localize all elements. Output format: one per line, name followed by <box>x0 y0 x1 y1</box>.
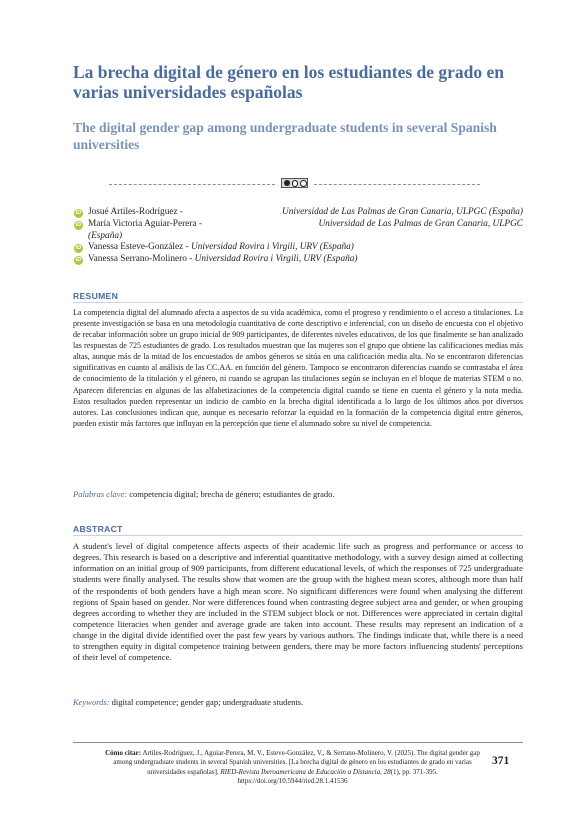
article-title-english: The digital gender gap among undergraduate students in several Spanish universities <box>73 120 497 152</box>
citation-journal: RIED-Revista Iberoamericana de Educación a Distancia, 28 <box>220 767 391 776</box>
author-name: Vanessa Serrano-Molinero - <box>88 254 195 265</box>
orcid-icon[interactable]: iD <box>75 257 82 264</box>
abstract-heading: ABSTRACT <box>73 524 123 534</box>
abstract-keywords <box>73 697 523 708</box>
creative-commons-license-icon[interactable] <box>281 178 308 188</box>
resumen-keywords <box>73 489 523 500</box>
resumen-text: La competencia digital del alumnado afecta a aspectos de su vida académica, como el progreso y rendimiento o el acceso a titulaciones. La presente investigación se basa en una metodología cuantitativa de corte descriptivo e inferencial, con un diseño de encuesta con el objetivo de recabar información sobre un grupo inicial de 909 participantes, de diferentes niveles educativos, de los que finalmente se han analizado las respuestas de 725 estudiantes de grado. Los resultados muestran que las mujeres son el grupo que obtiene las calificaciones medias más altas, aunque más de la mitad de los encuestados de ambos géneros se sitúa en una calificación media alta. No se encontraron diferencias significativas en cuanto al análisis de las CC.AA. en función del género. Tampoco se encontraron diferencias cuando se contrastaba el área de conocimiento de la titulación y el género, ni cuando se agrupan las titulaciones según se incluyan en el bloque de materias STEM o no. Aparecen diferencias en algunas de las alfabetizaciones de la competencia digital cuando se tiene en cuenta el género y la nota media. Estos resultados pueden representar un indicio de cambio en la brecha digital identificada a lo largo de los últimos años por diversos autores. Las conclusiones indican que, aunque es necesario reforzar la equidad en la formación de la competencia digital entre géneros, pueden existir más factores que influyan en la percepción que tiene el alumnado sobre su nivel de competencia. <box>73 308 523 428</box>
author-affiliation: Universidad Rovira i Virgili, URV (España) <box>194 254 358 265</box>
resumen-heading: RESUMEN <box>73 291 119 301</box>
title-divider-right <box>314 184 480 185</box>
citation-doi[interactable]: (1), pp. 371-395. https://doi.org/10.5944/ried.28.1.41536 <box>237 767 438 786</box>
author-name: Vanessa Esteve-González - <box>88 242 191 253</box>
orcid-icon[interactable]: iD <box>75 245 82 252</box>
keywords-list: digital competence; gender gap; undergraduate students. <box>109 697 304 707</box>
article-title-spanish: La brecha digital de género en los estudiantes de grado en varias universidades españolas <box>73 62 505 102</box>
abstract-text: A student's level of digital competence affects aspects of their academic life such as progress and performance or access to degrees. This research is based on a descriptive and inferential quantitative methodology, with a survey design aimed at collecting information on an initial group of 909 participants, from different educational levels, of which the responses of 725 undergraduate students were finally analysed. The results show that women are the group with the highest mean scores, although more than half of the respondents of both genders have a high mean score. No significant differences were found when analysing the different regions of Spain based on gender. Nor were differences found when contrasting degree subject area and gender, or when grouping degrees according to whether they are included in the STEM subject block or not. Differences were appreciated in certain digital competence literacies when gender and average grade are taken into account. These results may represent an indication of a change in the digital divide identified over the past few years by various authors. The findings indicate that, while there is a need to strengthen equity in digital competence training between genders, there may be more factors influencing students' perceptions of their level of competence. <box>73 541 523 663</box>
keywords-list: competencia digital; brecha de género; estudiantes de grado. <box>127 489 335 499</box>
author-entry <box>73 242 523 254</box>
keywords-label: Keywords: <box>73 697 110 707</box>
author-list <box>73 207 523 266</box>
author-name: Josué Artiles-Rodríguez - <box>88 207 184 217</box>
title-divider-left <box>109 184 275 185</box>
footer-rule <box>73 742 523 743</box>
author-entry <box>73 219 523 243</box>
citation <box>100 749 485 787</box>
author-affiliation: Universidad Rovira i Virgili, URV (España) <box>191 242 354 253</box>
author-affiliation-continued: (España) <box>88 230 123 241</box>
page-number: 371 <box>492 755 510 767</box>
abstract-rule <box>73 535 523 536</box>
orcid-icon[interactable]: iD <box>75 210 82 216</box>
author-name: María Victoria Aguiar-Perera - <box>88 218 202 229</box>
author-entry <box>73 207 523 219</box>
citation-label: Cómo citar: <box>105 749 142 757</box>
orcid-icon[interactable]: iD <box>75 221 82 228</box>
author-affiliation: Universidad de Las Palmas de Gran Canaria, ULPGC <box>318 218 523 229</box>
resumen-rule <box>73 302 523 303</box>
citation-text: Artiles-Rodríguez, J., Aguiar-Perera, M. V., Esteve-González, V., & Serrano-Molinero, V. (2025). The digital gender gap among undergraduate students in several Spanish universities. [La brecha digital de género en los estudiantes de grado en varias universidades españolas]. <box>113 749 480 776</box>
author-affiliation: Universidad de Las Palmas de Gran Canaria, ULPGC (España) <box>282 207 523 217</box>
author-entry <box>73 254 523 266</box>
keywords-label: Palabras clave: <box>73 489 128 499</box>
